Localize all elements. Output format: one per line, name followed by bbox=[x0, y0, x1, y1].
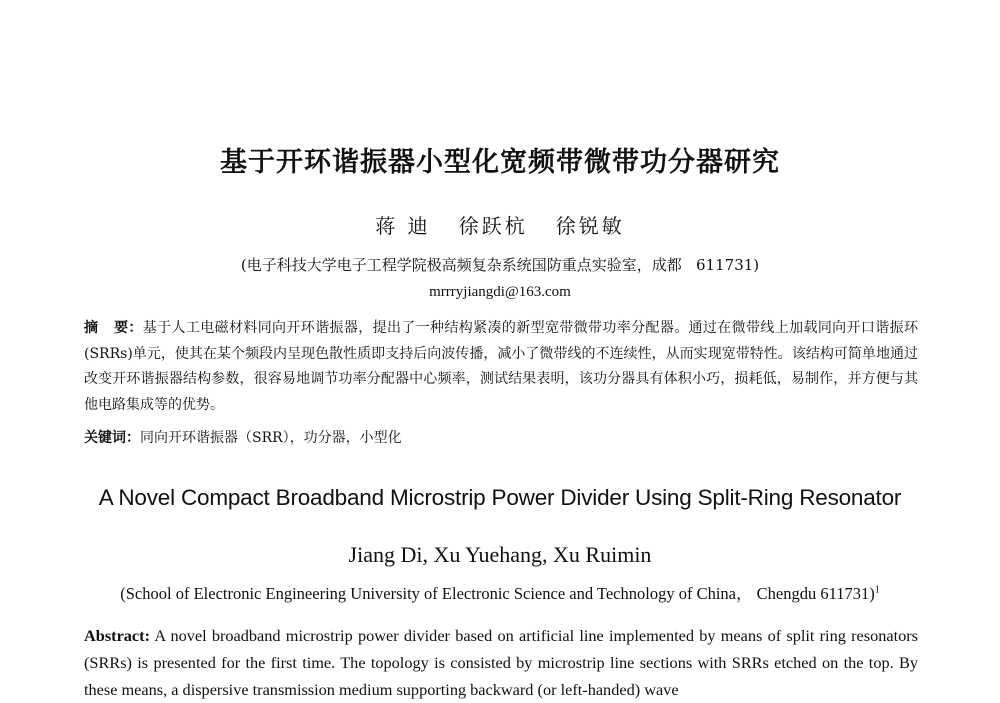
english-affiliation-text: (School of Electronic Engineering University of Electronic Science and Technology of China， Chengdu 611731) bbox=[120, 584, 875, 603]
english-authors: Jiang Di, Xu Yuehang, Xu Ruimin bbox=[348, 542, 652, 567]
chinese-abstract-label: 摘 要： bbox=[84, 320, 143, 336]
chinese-keywords-label: 关键词： bbox=[84, 430, 140, 446]
author-email: mrrryjiangdi@163.com bbox=[429, 284, 571, 300]
english-abstract-text: A novel broadband microstrip power divider based on artificial line implemented by means of split ring resonators (SRRs) is presented for the first time. The topology is consisted by microstrip line sections with SRRs etched on the top. By these means, a dispersive transmission medium supporting backward (or left-handed) wave bbox=[84, 626, 919, 699]
chinese-abstract bbox=[84, 316, 918, 418]
english-affiliation bbox=[0, 580, 1000, 604]
chinese-keywords bbox=[84, 426, 918, 450]
chinese-keywords-text: 同向开环谐振器（SRR），功分器，小型化 bbox=[140, 430, 402, 446]
affiliation-footnote-marker: 1 bbox=[874, 584, 880, 596]
chinese-abstract-text: 基于人工电磁材料同向开环谐振器，提出了一种结构紧凑的新型宽带微带功率分配器。通过在微带线上加载同向开口谐振环(SRRs)单元，使其在某个频段内呈现色散性质即支持后向波传播，减小了微带线的不连续性，从而实现宽带特性。该结构可简单地通过改变开环谐振器结构参数，很容易地调节功率分配器中心频率，测试结果表明，该功分器具有体积小巧，损耗低，易制作，并方便与其他电路集成等的优势。 bbox=[84, 320, 918, 413]
english-title: A Novel Compact Broadband Microstrip Power Divider Using Split-Ring Resonator bbox=[98, 485, 902, 510]
english-abstract-label: Abstract: bbox=[84, 626, 151, 645]
chinese-affiliation: (电子科技大学电子工程学院极高频复杂系统国防重点实验室，成都 611731) bbox=[240, 256, 760, 274]
english-abstract bbox=[84, 622, 918, 703]
chinese-title: 基于开环谐振器小型化宽频带微带功分器研究 bbox=[220, 147, 780, 178]
chinese-authors: 蒋 迪 徐跃杭 徐锐敏 bbox=[375, 214, 625, 238]
